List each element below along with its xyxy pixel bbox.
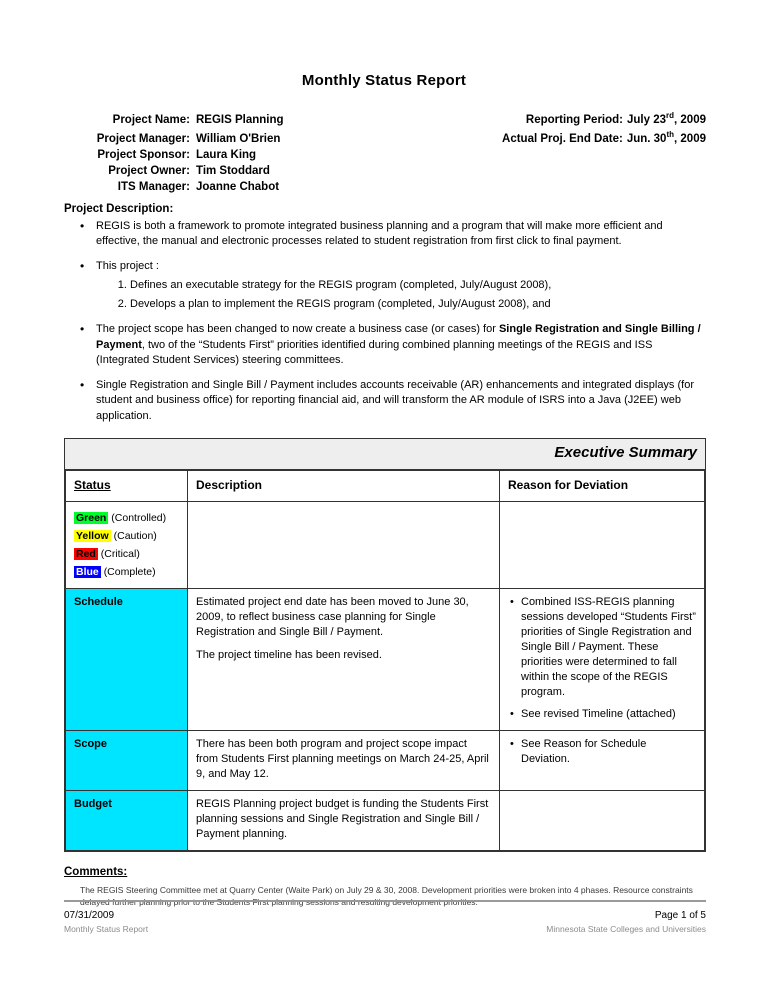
comments-text: The REGIS Steering Committee met at Quarry Center (Waite Park) on July 29 & 30, 2008. Development priorities were broken into 4 phases. Resource constraints delayed further planning prior to the Students First planning sessions and resulting development priorities.: [80, 885, 693, 908]
description-bullet-3-part-a: The project scope has been changed to now create a business case (or cases) for: [96, 323, 499, 336]
actual-end-date-suffix: th: [666, 129, 675, 139]
reporting-period-value: July 23: [627, 113, 667, 126]
description-scope: [188, 731, 500, 791]
footer-date: 07/31/2009: [64, 910, 115, 921]
project-sponsor-label: Project Sponsor:: [97, 148, 190, 161]
page-title: Monthly Status Report: [301, 72, 467, 89]
budget-description-p1: REGIS Planning project budget is funding the Students First planning sessions and Single Registration and Single Bill / Payment planning.: [196, 798, 489, 841]
description-bullet-1: • REGIS is both a framework to promote integrated business planning and a program that will make more efficient and effective, the manual and electronic processes related to student registration from first click to final payment.: [96, 219, 702, 250]
project-name-field: [64, 114, 394, 126]
project-owner-field: [64, 165, 394, 177]
project-manager-value: William O'Brien: [196, 132, 281, 145]
project-sponsor-value: Laura King: [196, 148, 257, 161]
actual-end-date-year: , 2009: [674, 132, 706, 145]
description-sublist-item-1: 1. Defines an executable strategy for the REGIS program (completed, July/August 2008),: [130, 276, 702, 294]
footer-divider: [64, 900, 706, 902]
description-bullet-4: • Single Registration and Single Bill / Payment includes accounts receivable (AR) enhancements and integrated displays (for student and business office) for reporting financial aid, and will transform the AR module of ISRS into a Java (J2EE) web application.: [96, 378, 702, 425]
legend-green: Green (Controlled): [76, 512, 167, 525]
status-legend: [66, 502, 188, 589]
project-manager-label: Project Manager:: [96, 132, 190, 145]
status-badge-budget: Budget: [66, 791, 188, 851]
footer-page-number: Page 1 of 5: [654, 910, 706, 921]
header-row: [64, 165, 706, 177]
legend-yellow: Yellow (Caution): [76, 530, 157, 543]
project-sponsor-field: [64, 149, 394, 161]
table-row: [66, 731, 705, 791]
status-badge-schedule: Schedule: [66, 589, 188, 731]
reason-scope: [500, 731, 705, 791]
comments-label: Comments:: [64, 866, 128, 879]
its-manager-label: ITS Manager:: [117, 180, 190, 193]
footer-doc-name: Monthly Status Report: [64, 924, 149, 934]
project-name-value: REGIS Planning: [196, 113, 284, 126]
schedule-description-p1: Estimated project end date has been moved to June 30, 2009, to reflect business case planning for Single Registration and Single Bill / Payment.: [196, 596, 469, 639]
project-owner-label: Project Owner:: [108, 164, 190, 177]
executive-summary-table: [65, 470, 705, 851]
list-item: • See revised Timeline (attached): [521, 707, 696, 722]
legend-description-cell: [188, 502, 500, 589]
its-manager-field: [64, 181, 394, 193]
project-description-label: Project Description:: [64, 202, 174, 215]
actual-end-date-value: Jun. 30: [626, 132, 667, 145]
table-row: [66, 791, 705, 851]
header-row: [64, 111, 706, 126]
footer-left: [64, 910, 148, 934]
reason-schedule: [500, 589, 705, 731]
reporting-period-label: Reporting Period:: [525, 113, 624, 126]
scope-description-p1: There has been both program and project scope impact from Students First planning meetings on March 24-25, April 9, and May 12.: [196, 738, 489, 781]
header-row: [64, 130, 706, 145]
reporting-period-suffix: rd: [666, 111, 675, 120]
table-row-legend: [66, 502, 705, 589]
status-badge-scope: Scope: [66, 731, 188, 791]
legend-red: Red (Critical): [76, 548, 140, 561]
description-bullet-2: [96, 259, 702, 314]
table-header-row: [66, 471, 705, 502]
legend-reason-cell: [500, 502, 705, 589]
column-header-status: Status: [66, 471, 188, 502]
schedule-description-p2: The project timeline has been revised.: [196, 649, 382, 662]
reason-budget: [500, 791, 705, 851]
description-budget: [188, 791, 500, 851]
column-header-description: Description: [188, 471, 500, 502]
scope-reason-list: [508, 737, 696, 767]
executive-summary-title: Executive Summary: [554, 444, 697, 462]
legend-blue: Blue (Complete): [76, 566, 156, 579]
list-item: • See Reason for Schedule Deviation.: [521, 737, 696, 767]
page-footer: [64, 910, 706, 934]
header-fields: [0, 111, 768, 193]
description-bullet-2-lead: This project :: [96, 259, 159, 272]
actual-end-date-label: Actual Proj. End Date:: [502, 132, 623, 145]
reporting-period: [394, 111, 706, 126]
column-header-reason: Reason for Deviation: [500, 471, 705, 502]
list-item: • Combined ISS-REGIS planning sessions developed “Students First” priorities of Single Registration and Single Bill / Payment. These priorities were determined to fall within the scope of the REGIS program.: [521, 595, 696, 700]
header-row: [64, 149, 706, 161]
table-row: [66, 589, 705, 731]
project-manager-field: [64, 133, 394, 145]
description-bullet-3-emphasis: Single Registration and Single Billing / Payment: [96, 323, 701, 351]
schedule-reason-list: [508, 595, 696, 722]
project-description-list: [0, 219, 768, 425]
footer-organization: Minnesota State Colleges and Universities: [546, 924, 706, 934]
executive-summary-section: [64, 438, 706, 852]
actual-end-date: [394, 130, 706, 145]
executive-summary-banner: [65, 439, 705, 470]
its-manager-value: Joanne Chabot: [196, 180, 280, 193]
footer-right: [546, 910, 706, 934]
description-sublist-item-2: 2. Develops a plan to implement the REGIS program (completed, July/August 2008), and: [130, 295, 702, 313]
description-schedule: [188, 589, 500, 731]
project-name-label: Project Name:: [112, 113, 190, 126]
project-owner-value: Tim Stoddard: [196, 164, 270, 177]
description-sublist: [96, 276, 702, 313]
description-bullet-3-part-c: , two of the “Students First” priorities identified during combined planning meetings of the REGIS and ISS (Integrated Student Services) steering committees.: [96, 338, 653, 367]
header-row: [64, 181, 706, 193]
reporting-period-year: , 2009: [674, 113, 706, 126]
description-bullet-3: [96, 322, 702, 369]
